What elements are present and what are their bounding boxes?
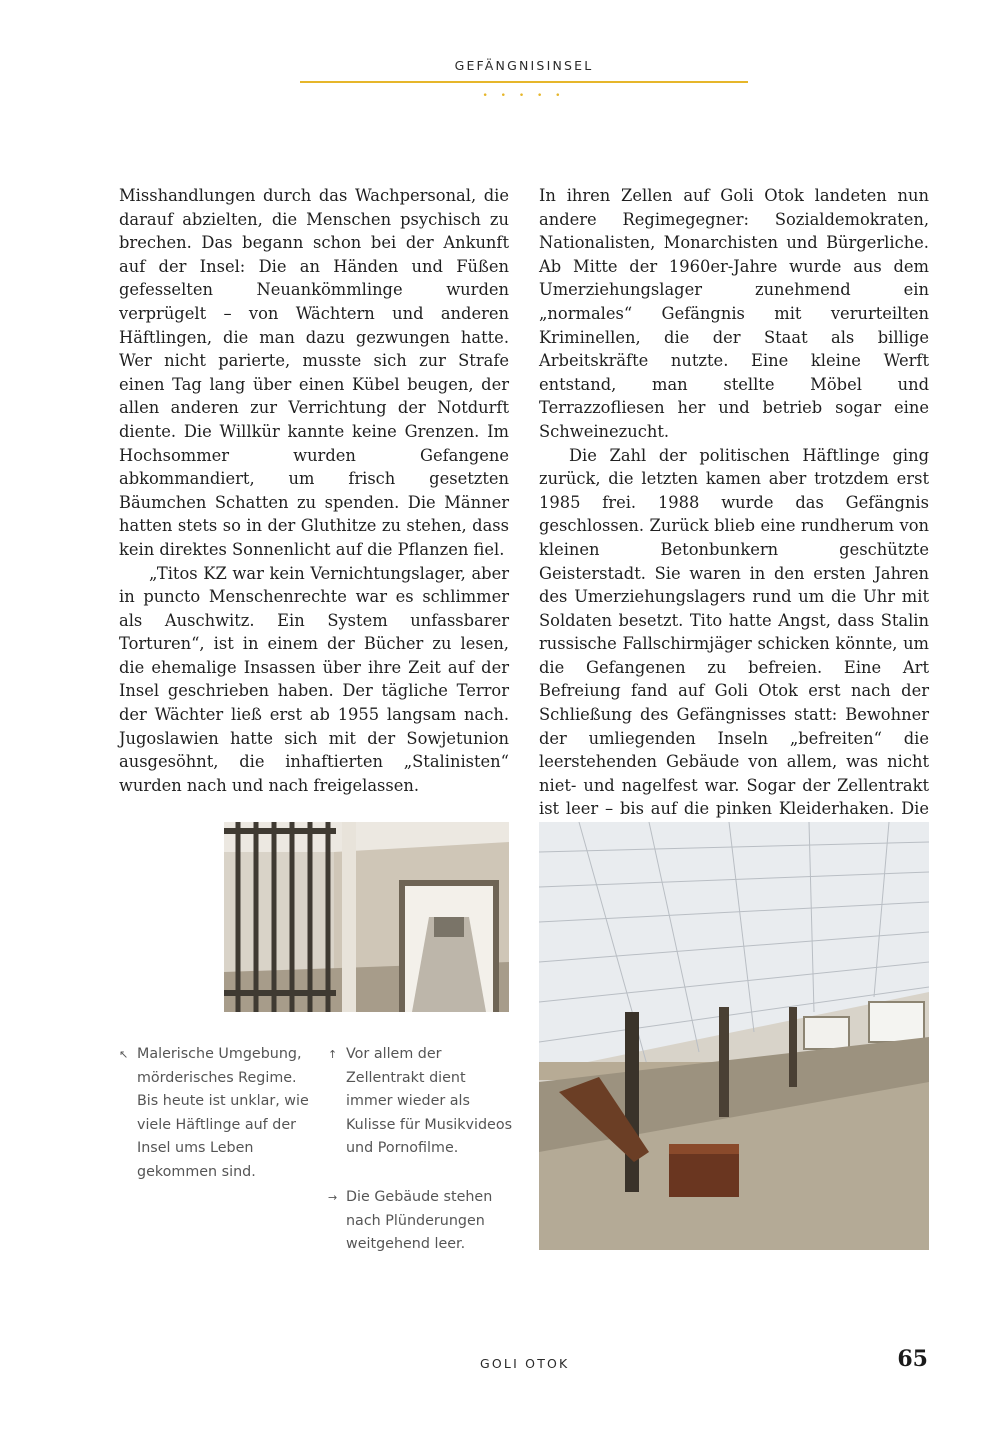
arrow-up-left-icon: ↖: [119, 1048, 129, 1061]
paragraph: „Titos KZ war kein Vernichtungslager, aber in puncto Menschenrechte war es schlimmer als Auschwitz. Ein System unfassbarer Torturen“, ist in einem der Bücher zu lesen, die ehemalige Insassen über ihre Zeit auf der Insel geschrieben haben. Der tägliche Terror der Wächter ließ erst ab 1955 langsam nach. Jugoslawien hatte sich mit der Sowjetunion ausgesöhnt, die inhaftierten „Stalinisten“ wurden nach und nach freigelassen.: [119, 563, 509, 795]
cell-corridor-illustration: [224, 822, 509, 1012]
footer-title: GOLI OTOK: [480, 1356, 570, 1371]
caption-text: Vor allem der Zellentrakt dient immer wieder als Kulisse für Musikvideos und Pornofilme.: [346, 1046, 513, 1157]
arrow-right-icon: →: [328, 1191, 338, 1204]
arrow-up-icon: ↑: [328, 1048, 338, 1061]
header-ornament: • • • • •: [482, 91, 566, 101]
photo-cell-corridor: [224, 822, 509, 1012]
caption-text: Malerische Umgebung, mörderisches Regime. Bis heute ist unklar, wie viele Häftlinge auf der Insel ums Leben gekommen sind.: [137, 1046, 309, 1180]
empty-hall-illustration: [539, 822, 929, 1250]
paragraph: In ihren Zellen auf Goli Otok landeten nun andere Regimegegner: Sozialdemokraten, Nationalisten, Monarchisten und Bürgerliche. Ab Mitte der 1960er-Jahre wurde aus dem Umerziehungslager zunehmend ein „normales“ Gefängnis mit verurteilten Kriminellen, die der Staat als billige Arbeitskräfte nutzte. Eine kleine Werft entstand, man stellte Möbel und Terrazzofliesen her und betrieb sogar eine Schweinezucht.: [539, 186, 929, 441]
photo-caption: [328, 1186, 516, 1257]
paragraph: Misshandlungen durch das Wachpersonal, die darauf abzielten, die Menschen psychisch zu brechen. Das begann schon bei der Ankunft auf der Insel: Die an Händen und Füßen gefesselten Neuankömmlinge wurden verprügelt – von Wächtern und anderen Häftlingen, die man dazu gezwungen hatte. Wer nicht parierte, musste sich zur Strafe einen Tag lang über einen Kübel beugen, der allen anderen zur Verrichtung der Notdurft diente. Die Willkür kannte keine Grenzen. Im Hochsommer wurden Gefangene abkommandiert, um frisch gesetzten Bäumchen Schatten zu spenden. Die Männer hatten stets so in der Gluthitze zu stehen, dass kein direktes Sonnenlicht auf die Pflanzen fiel.: [119, 186, 509, 559]
article-column-right: [539, 184, 929, 845]
article-column-left: [119, 184, 509, 797]
paragraph: Die Zahl der politischen Häftlinge ging zurück, die letzten kamen aber trotzdem erst 1985 frei. 1988 wurde das Gefängnis geschlossen. Zurück blieb eine rundherum von kleinen Betonbunkern geschützte Geisterstadt. Sie waren in den ersten Jahren des Umerziehungslagers rund um die Uhr mit Soldaten besetzt. Tito hatte Angst, dass Stalin russische Fallschirmjäger schicken könnte, um die Gefangenen zu befreien. Eine Art Befreiung fand auf Goli Otok erst nach der Schließung des Gefängnisses statt: Bewohner der umliegenden Inseln „befreiten“ die leerstehenden Gebäude von allem, was nicht niet- und nagelfest war. Sogar der Zellentrakt ist leer – bis auf die pinken Kleiderhaken. Die: [539, 445, 929, 819]
photo-caption: [119, 1043, 322, 1185]
photo-empty-hall: [539, 822, 929, 1250]
photo-caption: [328, 1043, 516, 1161]
page-number: 65: [897, 1346, 928, 1372]
caption-text: Die Gebäude stehen nach Plünderungen weitgehend leer.: [346, 1189, 493, 1253]
running-head: GEFÄNGNISINSEL: [454, 58, 594, 73]
header-rule: [300, 81, 748, 83]
